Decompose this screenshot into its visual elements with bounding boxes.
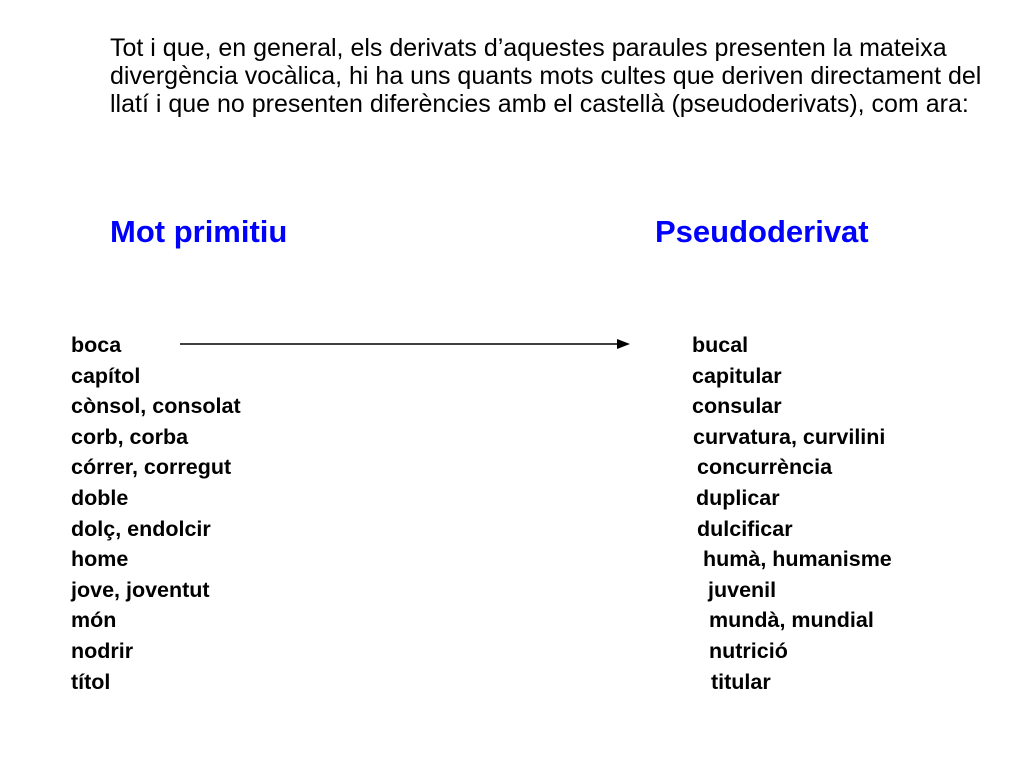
derived-word: humà, humanisme <box>703 547 892 572</box>
derived-word: curvatura, curvilini <box>693 424 886 449</box>
derived-word: capitular <box>692 363 782 388</box>
derived-word: mundà, mundial <box>709 608 874 633</box>
primitive-word: jove, joventut <box>71 577 210 602</box>
primitive-word: corb, corba <box>71 424 189 449</box>
word-pair-row <box>0 544 1024 575</box>
primitive-word: cònsol, consolat <box>71 394 241 419</box>
word-pair-list <box>0 330 1024 697</box>
primitive-word: dolç, endolcir <box>71 516 211 541</box>
primitive-word: capítol <box>71 363 141 388</box>
primitive-word: córrer, corregut <box>71 455 232 480</box>
word-pair-row <box>0 422 1024 453</box>
primitive-word: nodrir <box>71 638 134 663</box>
word-pair-row <box>0 391 1024 422</box>
primitive-word: home <box>71 547 129 572</box>
derived-word: duplicar <box>696 485 780 510</box>
word-pair-row <box>0 605 1024 636</box>
primitive-word: doble <box>71 485 129 510</box>
derived-word: nutrició <box>709 638 788 663</box>
word-pair-row <box>0 361 1024 392</box>
word-pair-row <box>0 636 1024 667</box>
word-pair-row <box>0 575 1024 606</box>
word-pair-row <box>0 667 1024 698</box>
derived-word: juvenil <box>708 577 777 602</box>
word-pair-row <box>0 514 1024 545</box>
heading-pseudoderivat: Pseudoderivat <box>655 214 869 249</box>
derived-word: titular <box>711 669 771 694</box>
word-pair-row <box>0 483 1024 514</box>
primitive-word: món <box>71 608 117 633</box>
word-pair-row <box>0 330 1024 361</box>
primitive-word: boca <box>71 333 122 357</box>
word-pair-row <box>0 452 1024 483</box>
derived-word: dulcificar <box>697 516 793 541</box>
derived-word: concurrència <box>697 455 833 480</box>
derived-word: consular <box>692 394 782 419</box>
primitive-word: títol <box>71 669 111 694</box>
derived-word: bucal <box>692 333 749 357</box>
heading-mot-primitiu: Mot primitiu <box>110 214 288 249</box>
intro-paragraph: Tot i que, en general, els derivats d’aquestes paraules presenten la mateixa divergència vocàlica, hi ha uns quants mots cultes que deriven directament del llatí i que no presenten diferències amb el castellà (pseudoderivats), com ara: <box>110 34 982 118</box>
